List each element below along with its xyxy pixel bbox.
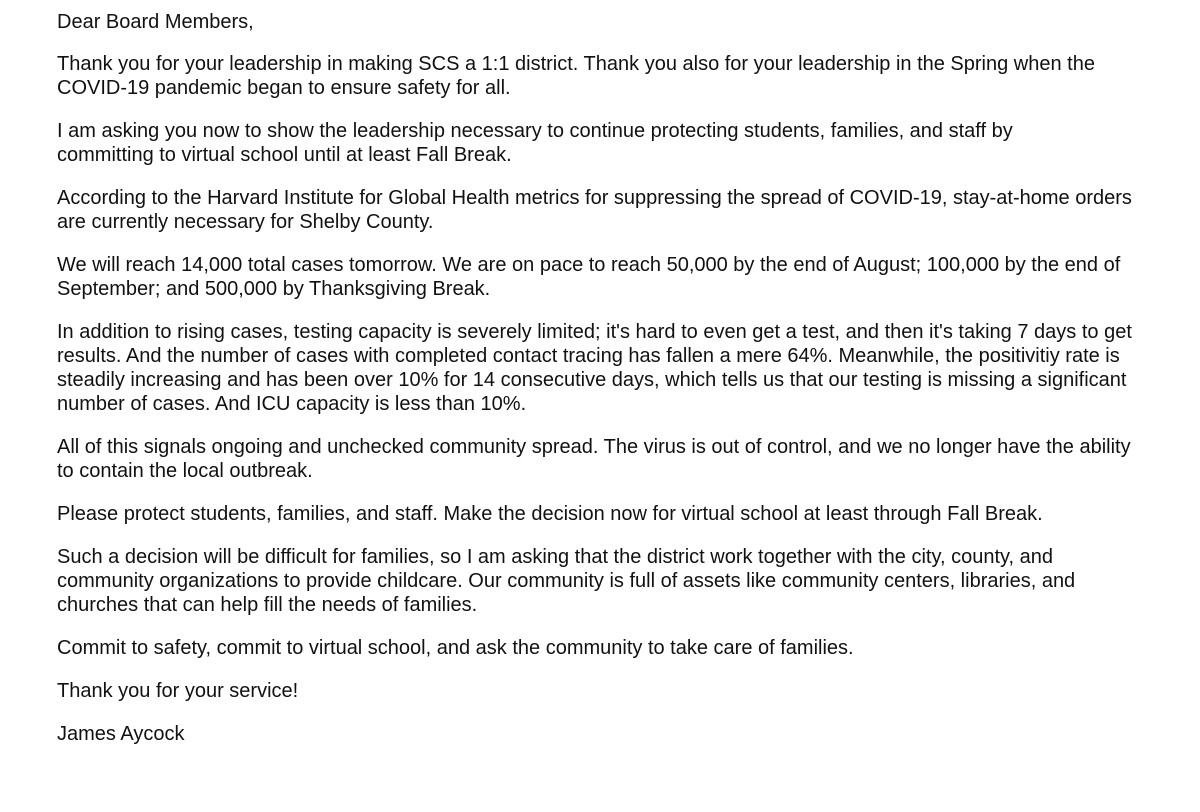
letter-greeting: Dear Board Members, xyxy=(57,11,254,33)
letter-body xyxy=(57,10,1182,746)
paragraph-case-projections: We will reach 14,000 total cases tomorrow. We are on pace to reach 50,000 by the end of August; 100,000 by the end of September; and 500,000 by Thanksgiving Break. xyxy=(57,254,1121,300)
paragraph-commit: Commit to safety, commit to virtual school, and ask the community to take care of families. xyxy=(57,637,854,659)
paragraph-closing: Thank you for your service! xyxy=(57,680,299,702)
paragraph-protect-request: Please protect students, families, and staff. Make the decision now for virtual school at least through Fall Break. xyxy=(57,503,1043,525)
paragraph-request-virtual: I am asking you now to show the leadership necessary to continue protecting students, families, and staff by committing to virtual school until at least Fall Break. xyxy=(57,120,1013,166)
paragraph-thanks-leadership: Thank you for your leadership in making SCS a 1:1 district. Thank you also for your leadership in the Spring when the COVID-19 pandemic began to ensure safety for all. xyxy=(57,53,1095,99)
paragraph-testing-capacity: In addition to rising cases, testing capacity is severely limited; it's hard to even get a test, and then it's taking 7 days to get results. And the number of cases with completed contact tracing has fallen a mere 64%. Meanwhile, the positivitiy rate is steadily increasing and has been over 10% for 14 consecutive days, which tells us that our testing is missing a significant number of cases. And ICU capacity is less than 10%. xyxy=(57,321,1132,415)
letter-signature: James Aycock xyxy=(57,723,185,745)
paragraph-community-spread: All of this signals ongoing and unchecked community spread. The virus is out of control, and we no longer have the ability to contain the local outbreak. xyxy=(57,436,1131,482)
paragraph-harvard-metrics: According to the Harvard Institute for Global Health metrics for suppressing the spread of COVID-19, stay-at-home orders are currently necessary for Shelby County. xyxy=(57,187,1132,233)
paragraph-childcare: Such a decision will be difficult for families, so I am asking that the district work together with the city, county, and community organizations to provide childcare. Our community is full of assets like community centers, libraries, and churches that can help fill the needs of families. xyxy=(57,546,1076,616)
